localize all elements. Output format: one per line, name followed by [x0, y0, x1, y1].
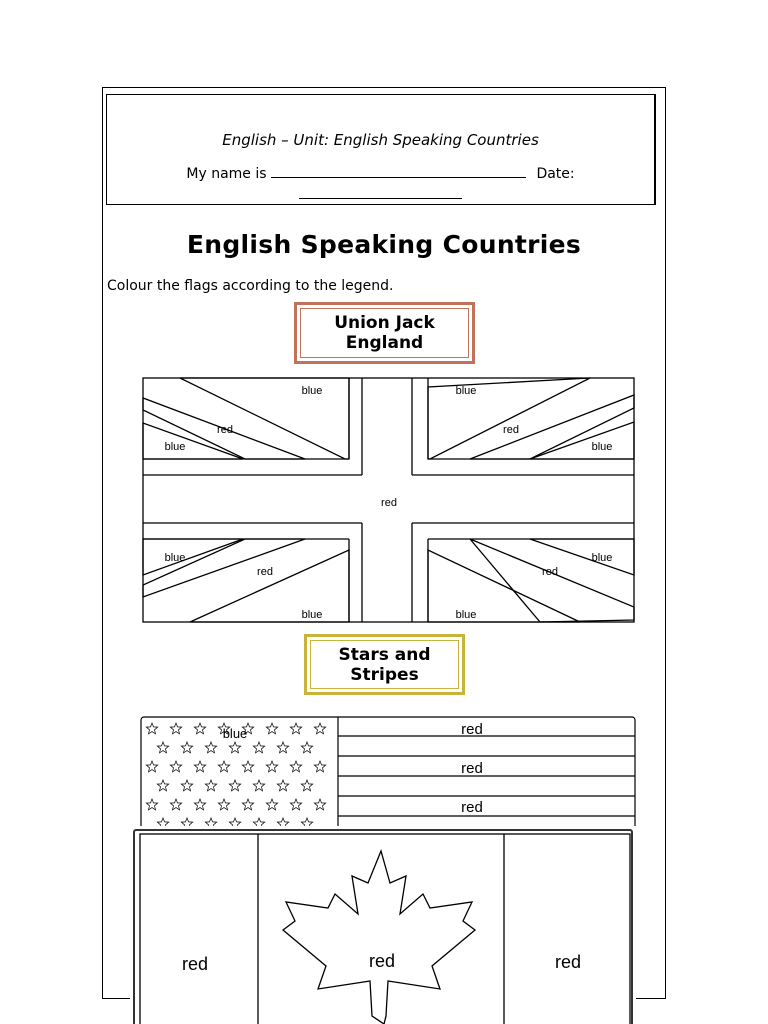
uj-label-blue-br: blue [591, 552, 613, 564]
us-star [290, 799, 301, 810]
us-star [157, 780, 168, 791]
us-star [229, 742, 240, 753]
us-star [229, 780, 240, 791]
us-label-blue: blue [222, 726, 248, 741]
us-star [277, 780, 288, 791]
uj-label-blue-bl-bottom: blue [301, 609, 323, 621]
unit-title: English – Unit: English Speaking Countries [222, 131, 539, 149]
name-line [107, 163, 654, 182]
us-star [290, 723, 301, 734]
us-label-red-3: red [461, 799, 483, 816]
us-label-red-1: red [461, 721, 483, 738]
us-star [205, 742, 216, 753]
uj-label-blue-tl: blue [164, 441, 186, 453]
us-star [157, 742, 168, 753]
canada-flag[interactable] [130, 826, 636, 1024]
us-star [266, 799, 277, 810]
us-star [314, 761, 325, 772]
date-line [107, 184, 654, 202]
us-star [218, 799, 229, 810]
us-star [170, 761, 181, 772]
us-star [181, 742, 192, 753]
us-star [218, 761, 229, 772]
us-star [301, 742, 312, 753]
us-star [146, 799, 157, 810]
uj-label-red-br: red [542, 566, 558, 578]
uj-label-red-tl: red [217, 424, 233, 436]
date-blank[interactable] [299, 184, 462, 199]
page-title: English Speaking Countries [186, 230, 582, 259]
us-star [266, 761, 277, 772]
uj-label-blue-br-bottom: blue [455, 609, 477, 621]
date-label: Date: [536, 166, 575, 182]
us-star [277, 742, 288, 753]
us-label-red-2: red [461, 760, 483, 777]
legend-stars-and-stripes [304, 634, 465, 695]
legend-line1: Union Jack [334, 313, 435, 333]
us-star [194, 761, 205, 772]
us-star [301, 780, 312, 791]
uj-label-red-bl: red [257, 566, 273, 578]
us-star [146, 723, 157, 734]
uj-label-blue-tr: blue [591, 441, 613, 453]
uj-label-blue-bl: blue [164, 552, 186, 564]
us-star [242, 799, 253, 810]
union-jack-flag[interactable] [140, 375, 637, 625]
us-star [314, 799, 325, 810]
ca-label-red-right: red [554, 952, 582, 972]
us-star [253, 780, 264, 791]
us-star [242, 761, 253, 772]
uj-label-red-center: red [381, 497, 397, 509]
worksheet-header [106, 94, 656, 205]
us-star [266, 723, 277, 734]
uj-label-blue-tr-top: blue [455, 385, 477, 397]
us-star [290, 761, 301, 772]
us-star [194, 799, 205, 810]
us-star [205, 780, 216, 791]
us-star [253, 742, 264, 753]
us-star [181, 780, 192, 791]
uj-label-blue-tl-top: blue [301, 385, 323, 397]
us-star [170, 723, 181, 734]
uj-label-red-tr: red [503, 424, 519, 436]
legend-line1: Stars and [338, 644, 431, 665]
us-star [194, 723, 205, 734]
us-star [146, 761, 157, 772]
ca-label-red-center: red [368, 951, 396, 971]
us-flag[interactable] [138, 714, 638, 844]
legend-union-jack [294, 302, 475, 364]
us-star [314, 723, 325, 734]
us-star [170, 799, 181, 810]
legend-line2: England [345, 333, 424, 353]
legend-line2: Stripes [350, 664, 419, 685]
name-blank[interactable] [271, 163, 526, 178]
ca-label-red-left: red [181, 954, 209, 974]
name-label: My name is [186, 166, 267, 182]
instruction-text: Colour the flags according to the legend. [107, 278, 394, 294]
